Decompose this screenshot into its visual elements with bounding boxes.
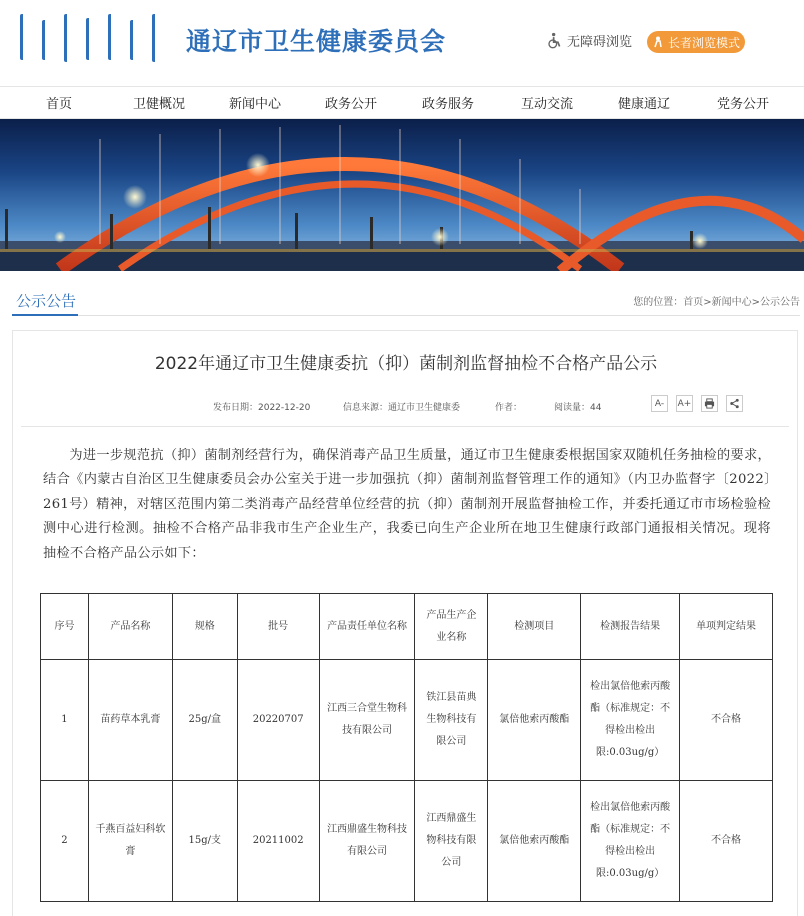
table-cell: 1 — [41, 660, 89, 781]
table-cell: 15g/支 — [172, 781, 237, 902]
table-cell: 千燕百益妇科软膏 — [88, 781, 172, 902]
header-cell: 产品生产企业名称 — [415, 594, 488, 660]
table-cell: 江西三合堂生物科技有限公司 — [319, 660, 415, 781]
accessibility-label: 无障碍浏览 — [567, 35, 633, 50]
table-cell: 不合格 — [680, 660, 773, 781]
breadcrumb[interactable]: 您的位置：首页>新闻中心>公示公告 — [633, 297, 800, 308]
table-cell: 氯倍他索丙酸酯 — [488, 660, 581, 781]
table-row — [41, 781, 773, 902]
info-source: 信息来源：通辽市卫生健康委 — [343, 403, 461, 413]
section-divider-accent — [12, 314, 78, 316]
table-header-row — [41, 594, 773, 660]
nav-item-health[interactable]: 健康通辽 — [617, 97, 670, 112]
nav-item-home[interactable]: 首页 — [45, 97, 72, 112]
accessibility-link[interactable] — [546, 31, 632, 50]
table-row — [41, 660, 773, 781]
elder-icon — [652, 36, 664, 48]
nav-item-gov-info[interactable]: 政务公开 — [324, 97, 377, 112]
nav-item-overview[interactable]: 卫健概况 — [132, 97, 185, 112]
site-title[interactable]: 通辽市卫生健康委员会 — [186, 27, 447, 56]
site-header — [0, 0, 804, 86]
article-title: 2022年通辽市卫生健康委抗（抑）菌制剂监督抽检不合格产品公示 — [154, 354, 658, 374]
header-cell: 检测报告结果 — [581, 594, 680, 660]
table-cell: 江西鼎盛生物科技有限公司 — [415, 781, 488, 902]
view-count: 阅读量：44 — [554, 403, 602, 413]
table-cell: 苗药草本乳膏 — [88, 660, 172, 781]
author: 作者： — [495, 403, 523, 413]
bridge-illustration — [0, 119, 804, 271]
table-cell: 20211002 — [237, 781, 319, 902]
table-cell: 检出氯倍他索丙酸酯（标准规定：不得检出检出限:0.03ug/g） — [581, 781, 680, 902]
table-cell: 铁江县苗典生物科技有限公司 — [415, 660, 488, 781]
print-icon — [704, 398, 715, 409]
section-title: 公示公告 — [16, 292, 77, 310]
table-cell: 江西鼎盛生物科技有限公司 — [319, 781, 415, 902]
print-button[interactable] — [701, 395, 718, 412]
article-panel — [12, 330, 798, 916]
nav-item-news[interactable]: 新闻中心 — [228, 97, 281, 112]
article-divider — [21, 426, 789, 427]
share-icon — [729, 398, 740, 409]
nav-item-party[interactable]: 党务公开 — [716, 97, 769, 112]
table-cell: 2 — [41, 781, 89, 902]
header-cell: 产品名称 — [88, 594, 172, 660]
nav-item-gov-service[interactable]: 政务服务 — [421, 97, 474, 112]
share-button[interactable] — [726, 395, 743, 412]
table-cell: 氯倍他索丙酸酯 — [488, 781, 581, 902]
main-nav — [0, 86, 804, 119]
header-cell: 检测项目 — [488, 594, 581, 660]
nav-item-interaction[interactable]: 互动交流 — [520, 97, 573, 112]
elder-mode-button[interactable] — [647, 31, 745, 53]
header-cell: 规格 — [172, 594, 237, 660]
section-divider — [12, 315, 800, 316]
header-cell: 批号 — [237, 594, 319, 660]
table-cell: 检出氯倍他索丙酸酯（标准规定：不得检出检出限:0.03ug/g） — [581, 660, 680, 781]
article-paragraph: 为进一步规范抗（抑）菌制剂经营行为，确保消毒产品卫生质量，通辽市卫生健康委根据国家双随机任务抽检的要求，结合《内蒙古自治区卫生健康委员会办公室关于进一步加强抗（抑）菌制剂监督管理工作的通知》（内卫办监督字〔2022〕261号）精神，对辖区范围内第二类消毒产品经营单位经营的抗（抑）菌制剂开展监督抽检工作，并委托通辽市市场检验检测中心进行检测。抽检不合格产品非我市生产企业生产，我委已向生产企业所在地卫生健康行政部门通报相关情况。现将抽检不合格产品公示如下： — [43, 448, 771, 561]
header-cell: 序号 — [41, 594, 89, 660]
results-table — [40, 593, 773, 902]
article-tools — [651, 395, 743, 412]
font-larger-button[interactable]: A+ — [676, 395, 693, 412]
header-cell: 产品责任单位名称 — [319, 594, 415, 660]
header-cell: 单项判定结果 — [680, 594, 773, 660]
table-cell: 25g/盒 — [172, 660, 237, 781]
table-cell: 20220707 — [237, 660, 319, 781]
wheelchair-icon — [546, 32, 563, 49]
mongolian-script-logo — [16, 14, 176, 64]
elder-mode-label: 长者浏览模式 — [667, 35, 740, 50]
banner-image — [0, 119, 804, 271]
font-smaller-button[interactable]: A- — [651, 395, 668, 412]
table-cell: 不合格 — [680, 781, 773, 902]
publish-date: 发布日期：2022-12-20 — [213, 403, 311, 413]
